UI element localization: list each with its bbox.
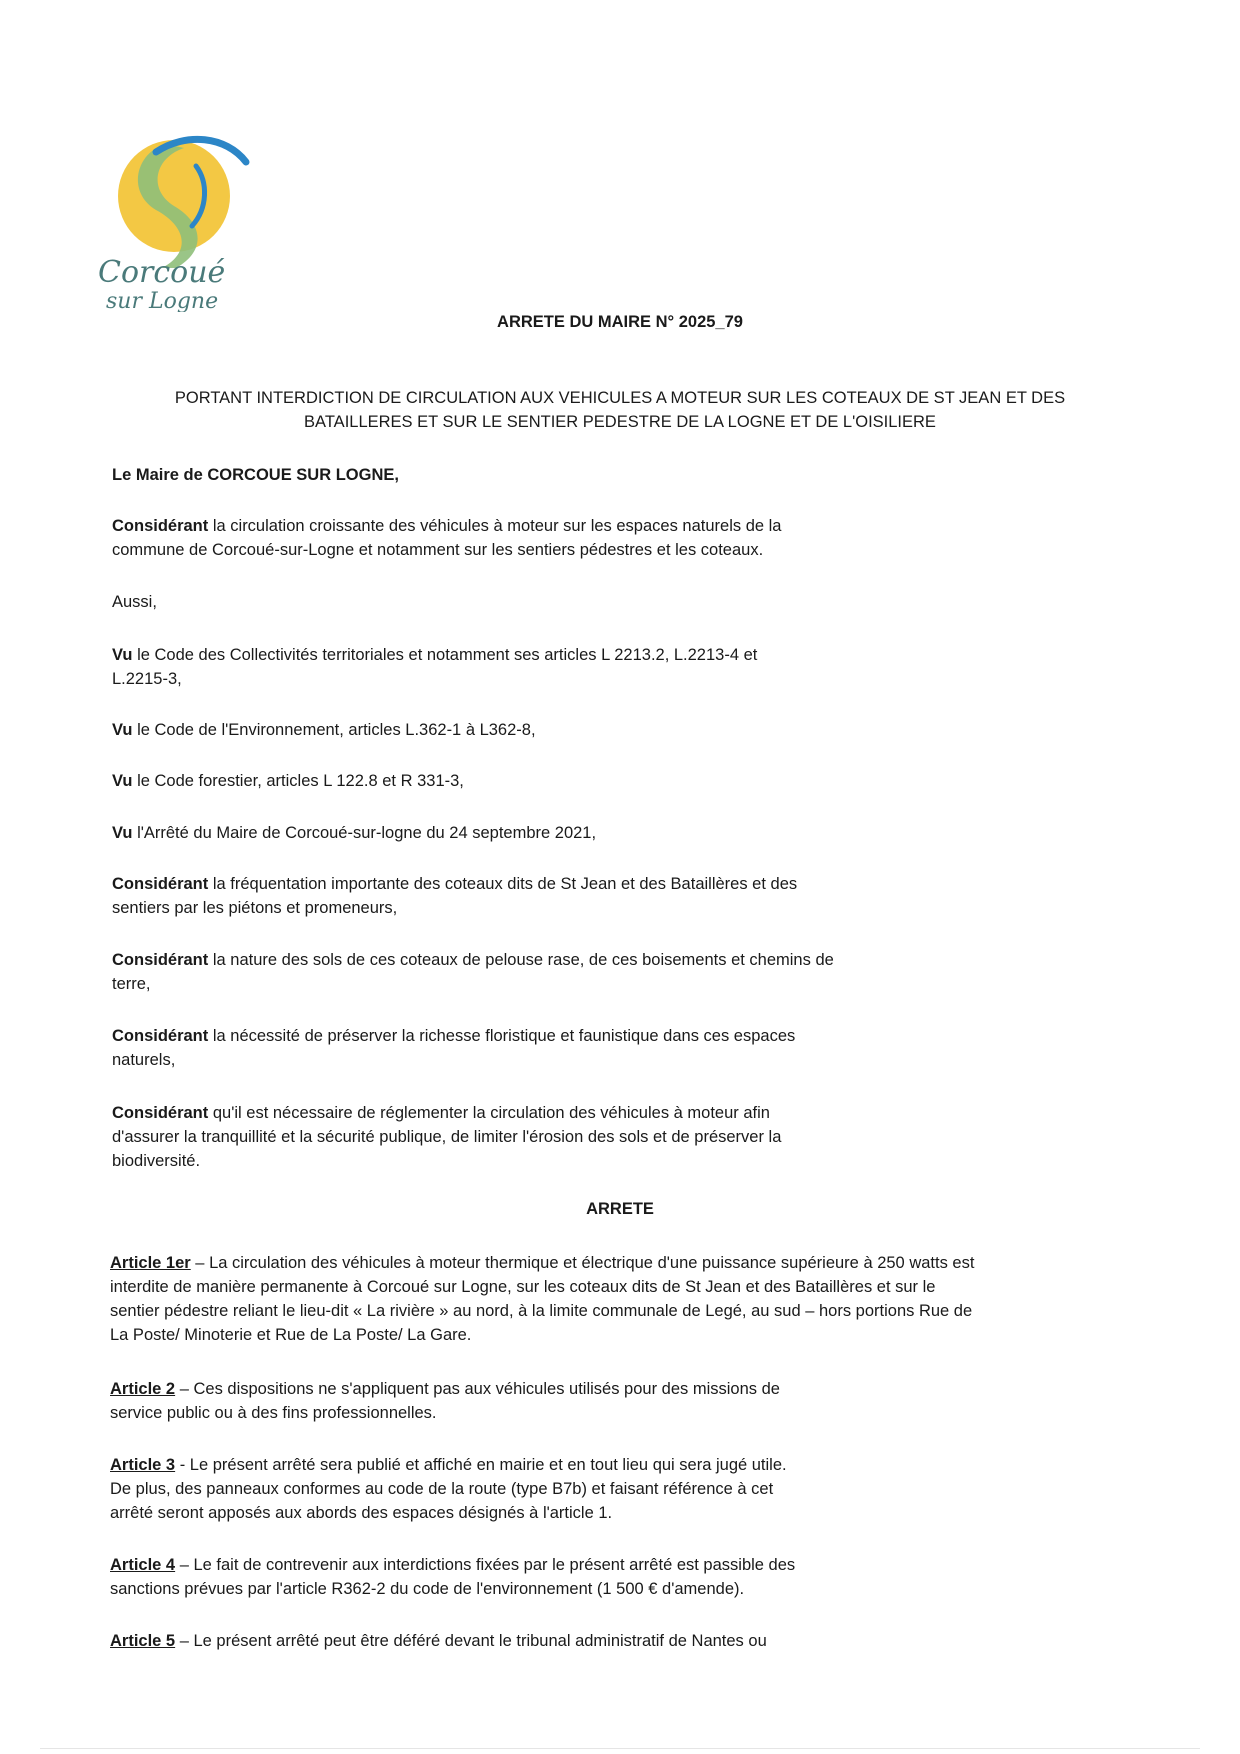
considerant-1 bbox=[112, 514, 1122, 562]
considerant-5 bbox=[112, 1101, 1122, 1173]
considerant-text-line2: d'assurer la tranquillité et la sécurité publique, de limiter l'érosion des sols et de préserver la bbox=[112, 1128, 782, 1146]
considerant-text-line2: terre, bbox=[112, 975, 151, 993]
article-label: Article 1er bbox=[110, 1254, 191, 1272]
article-label: Article 4 bbox=[110, 1556, 176, 1574]
vu-text: l'Arrêté du Maire de Corcoué-sur-logne du 24 septembre 2021, bbox=[132, 824, 597, 842]
considerant-text: la fréquentation importante des coteaux dits de St Jean et des Bataillères et des bbox=[208, 875, 798, 893]
considerant-label: Considérant bbox=[112, 1104, 209, 1122]
vu-3 bbox=[112, 769, 1122, 793]
considerant-label: Considérant bbox=[112, 1027, 209, 1045]
article-text-line: sanctions prévues par l'article R362-2 du code de l'environnement (1 500 € d'amende). bbox=[110, 1580, 745, 1598]
article-text: Ces dispositions ne s'appliquent pas aux véhicules utilisés pour des missions de bbox=[193, 1380, 780, 1398]
article-text-line: service public ou à des fins professionnelles. bbox=[110, 1404, 437, 1422]
considerant-label: Considérant bbox=[112, 951, 209, 969]
article-text: Le fait de contrevenir aux interdictions fixées par le présent arrêté est passible des bbox=[193, 1556, 796, 1574]
article-separator: – bbox=[175, 1632, 194, 1650]
page-bottom-divider bbox=[40, 1748, 1200, 1749]
article-label: Article 2 bbox=[110, 1380, 176, 1398]
article-separator: – bbox=[175, 1380, 194, 1398]
considerant-text: la nature des sols de ces coteaux de pelouse rase, de ces boisements et chemins de bbox=[208, 951, 834, 969]
subtitle-line-2: BATAILLERES ET SUR LE SENTIER PEDESTRE DE LA LOGNE ET DE L'OISILIERE bbox=[304, 413, 936, 431]
vu-text: le Code de l'Environnement, articles L.362-1 à L362-8, bbox=[132, 721, 536, 739]
logo-emblem-icon bbox=[96, 122, 266, 312]
vu-label: Vu bbox=[112, 772, 133, 790]
logo-text-line1: Corcoué bbox=[98, 255, 226, 290]
article-separator: – bbox=[190, 1254, 210, 1272]
document-subtitle bbox=[140, 386, 1100, 434]
article-text-line: interdite de manière permanente à Corcoué sur Logne, sur les coteaux dits de St Jean et des Bataillères et sur le bbox=[110, 1278, 936, 1296]
vu-4 bbox=[112, 821, 1122, 845]
article-3 bbox=[110, 1453, 1120, 1525]
article-text: Le présent arrêté peut être déféré devant le tribunal administratif de Nantes ou bbox=[193, 1632, 767, 1650]
considerant-3 bbox=[112, 948, 1122, 996]
article-2 bbox=[110, 1377, 1120, 1425]
vu-label: Vu bbox=[112, 721, 133, 739]
vu-text: le Code forestier, articles L 122.8 et R 331-3, bbox=[132, 772, 464, 790]
logo-text-line2: sur Logne bbox=[106, 289, 219, 312]
article-text-line: arrêté seront apposés aux abords des espaces désignés à l'article 1. bbox=[110, 1504, 613, 1522]
article-text: Le présent arrêté sera publié et affiché en mairie et en tout lieu qui sera jugé utile. bbox=[189, 1456, 787, 1474]
vu-text: le Code des Collectivités territoriales et notamment ses articles L 2213.2, L.2213-4 et bbox=[132, 646, 758, 664]
vu-label: Vu bbox=[112, 824, 133, 842]
considerant-label: Considérant bbox=[112, 875, 209, 893]
considerant-text: la circulation croissante des véhicules à moteur sur les espaces naturels de la bbox=[208, 517, 782, 535]
considerant-text-line3: biodiversité. bbox=[112, 1152, 201, 1170]
vu-1 bbox=[112, 643, 1122, 691]
subtitle-line-1: PORTANT INTERDICTION DE CIRCULATION AUX VEHICULES A MOTEUR SUR LES COTEAUX DE ST JEAN ET DES bbox=[174, 389, 1066, 407]
considerant-text-line2: sentiers par les piétons et promeneurs, bbox=[112, 899, 398, 917]
article-1 bbox=[110, 1251, 1130, 1347]
article-text-line: La Poste/ Minoterie et Rue de La Poste/ La Gare. bbox=[110, 1326, 472, 1344]
arrete-heading: ARRETE bbox=[586, 1200, 654, 1218]
article-text-line: De plus, des panneaux conformes au code de la route (type B7b) et faisant référence à cet bbox=[110, 1480, 774, 1498]
considerant-label: Considérant bbox=[112, 517, 209, 535]
article-text: La circulation des véhicules à moteur thermique et électrique d'une puissance supérieure à 250 watts est bbox=[209, 1254, 975, 1272]
article-5 bbox=[110, 1629, 1120, 1653]
intro-line: Le Maire de CORCOUE SUR LOGNE, bbox=[112, 466, 399, 484]
corcoue-logo bbox=[96, 122, 266, 312]
considerant-text-line2: naturels, bbox=[112, 1051, 176, 1069]
considerant-text: la nécessité de préserver la richesse floristique et faunistique dans ces espaces bbox=[208, 1027, 796, 1045]
article-text-line: sentier pédestre reliant le lieu-dit « La rivière » au nord, à la limite communale de Legé, au sud – hors portions Rue de bbox=[110, 1302, 973, 1320]
vu-2 bbox=[112, 718, 1122, 742]
vu-label: Vu bbox=[112, 646, 133, 664]
article-label: Article 3 bbox=[110, 1456, 176, 1474]
considerant-4 bbox=[112, 1024, 1122, 1072]
article-separator: - bbox=[175, 1456, 190, 1474]
considerant-text: qu'il est nécessaire de réglementer la circulation des véhicules à moteur afin bbox=[208, 1104, 770, 1122]
considerant-text-line2: commune de Corcoué-sur-Logne et notamment sur les sentiers pédestres et les coteaux. bbox=[112, 541, 764, 559]
article-separator: – bbox=[175, 1556, 194, 1574]
vu-text-line2: L.2215-3, bbox=[112, 670, 182, 688]
considerant-2 bbox=[112, 872, 1122, 920]
document-title: ARRETE DU MAIRE N° 2025_79 bbox=[497, 313, 743, 331]
aussi-line: Aussi, bbox=[112, 593, 157, 611]
article-4 bbox=[110, 1553, 1120, 1601]
article-label: Article 5 bbox=[110, 1632, 176, 1650]
